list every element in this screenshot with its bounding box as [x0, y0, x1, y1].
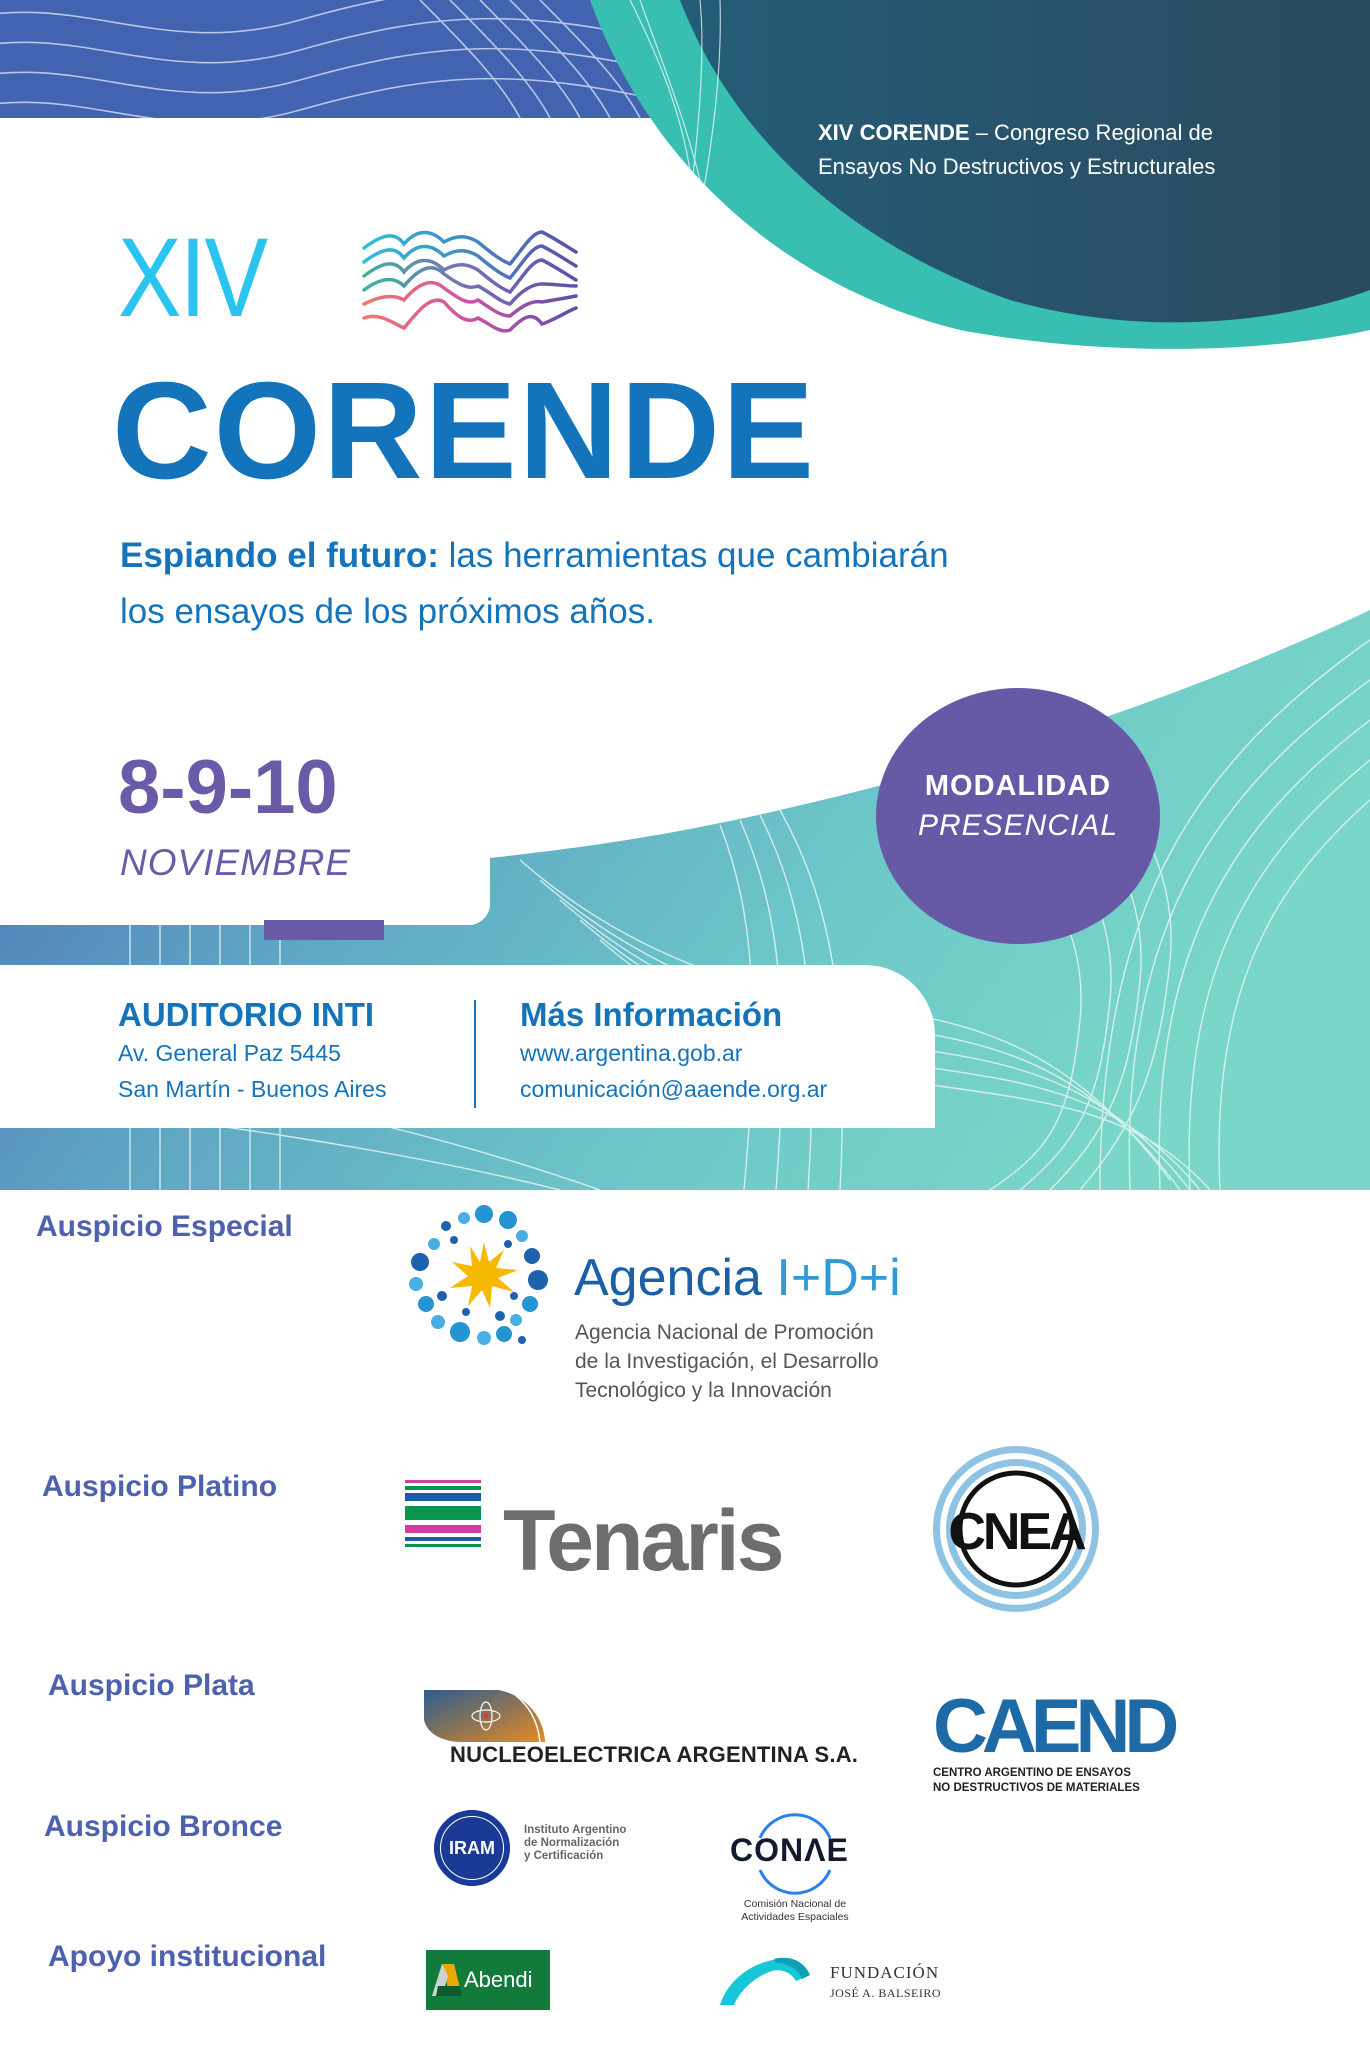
info-divider [474, 1000, 476, 1108]
subtitle-line2: los ensayos de los próximos años. [120, 592, 655, 631]
venue-address: Av. General Paz 5445 [118, 1040, 341, 1066]
date-accent-bar [264, 920, 384, 940]
subtitle-rest: las herramientas que cambiarán [438, 536, 949, 575]
atom-arc-icon [422, 1690, 552, 1742]
more-info-block [520, 995, 827, 1107]
balseiro-line2: JOSÉ A. BALSEIRO [830, 1986, 942, 2000]
subtitle-bold: Espiando el futuro: [120, 536, 439, 575]
iram-emblem-icon: IRAM [434, 1810, 510, 1886]
waves-logo-icon [360, 228, 680, 338]
balseiro-arch-icon [718, 1955, 828, 2005]
event-month: NOVIEMBRE [120, 842, 352, 883]
cnea-emblem-icon [930, 1443, 1102, 1615]
agencia-idi-logo [404, 1200, 924, 1410]
logo-numeral: XIV [118, 215, 267, 340]
label-bronze-sponsor: Auspicio Bronce [44, 1810, 283, 1843]
venue-city: San Martín - Buenos Aires [118, 1076, 387, 1102]
email-link[interactable]: comunicación@aaende.org.ar [520, 1076, 828, 1102]
tenaris-stripes-icon [405, 1478, 485, 1558]
modality-badge [876, 688, 1160, 944]
modality-value: PRESENCIAL [917, 808, 1119, 842]
cnea-text: CNEA [948, 1503, 1084, 1561]
cnea-logo [930, 1443, 1102, 1615]
event-dates: 8-9-10 [118, 745, 338, 830]
header-tagline [818, 116, 1338, 184]
venue-title: AUDITORIO INTI [118, 996, 375, 1033]
more-info-title: Más Información [520, 996, 783, 1033]
label-silver-sponsor: Auspicio Plata [48, 1669, 255, 1702]
agencia-description: Agencia Nacional de Promoción de la Investigación, el Desarrollo Tecnológico y la Innovación [575, 1321, 879, 1402]
venue-block [118, 995, 386, 1107]
tagline-bold: XIV CORENDE [818, 120, 970, 145]
caend-logo [933, 1684, 1174, 1796]
iram-description: Instituto Argentino de Normalización y Certificación [524, 1824, 627, 1862]
conae-wordmark: CONΛE [730, 1832, 849, 1868]
caend-wordmark: CAEND [933, 1684, 1174, 1769]
balseiro-line1: FUNDACIÓN [830, 1963, 940, 1982]
nucleoelectrica-name: NUCLEOELECTRICA ARGENTINA S.A. [450, 1742, 859, 1767]
abendi-logo [426, 1950, 550, 2010]
modality-title: MODALIDAD [924, 769, 1112, 802]
label-platinum-sponsor: Auspicio Platino [42, 1470, 278, 1503]
tagline-rest: – Congreso Regional de [969, 120, 1213, 145]
agencia-title-accent: I+D+i [776, 1249, 901, 1307]
abendi-a-icon [432, 1962, 462, 1998]
abendi-wordmark: Abendi [464, 1967, 533, 1992]
label-special-sponsor: Auspicio Especial [36, 1210, 293, 1243]
tagline-line2: Ensayos No Destructivos y Estructurales [818, 154, 1216, 179]
sun-dots-icon [404, 1200, 564, 1360]
label-institutional-support: Apoyo institucional [48, 1940, 327, 1973]
agencia-title: Agencia I+D+i [574, 1249, 901, 1307]
event-subtitle [120, 528, 1220, 640]
logo-name: CORENDE [112, 354, 817, 508]
tenaris-wordmark: Tenaris [503, 1493, 782, 1589]
website-link[interactable]: www.argentina.gob.ar [520, 1040, 743, 1066]
conae-description: Comisión Nacional de Actividades Espaciales [741, 1898, 849, 1923]
caend-description: CENTRO ARGENTINO DE ENSAYOS NO DESTRUCTIVOS DE MATERIALES [933, 1767, 1140, 1794]
